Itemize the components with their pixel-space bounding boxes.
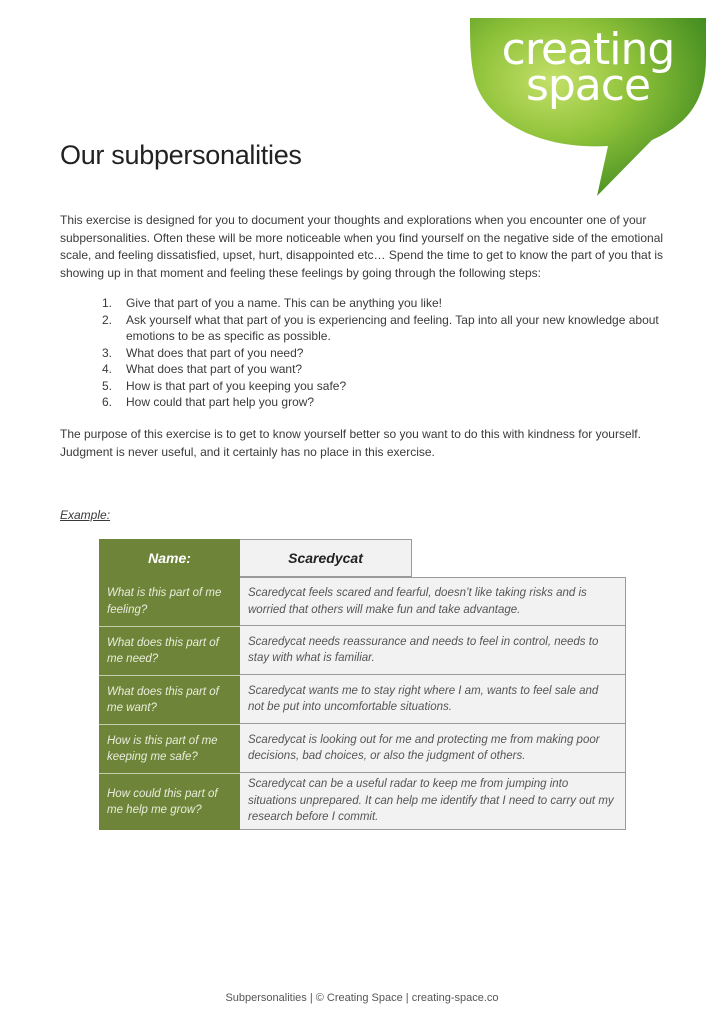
answer-cell: Scaredycat wants me to stay right where I am, wants to feel sale and not be put into uncomfortable situations.: [240, 675, 626, 724]
purpose-paragraph: The purpose of this exercise is to get to know yourself better so you want to do this with kindness for yourself. Judgment is never useful, and it certainly has no place in this exercise.: [60, 427, 641, 459]
question-cell: How could this part of me help me grow?: [99, 773, 240, 830]
question-cell: How is this part of me keeping me safe?: [99, 724, 240, 773]
answer-cell: Scaredycat is looking out for me and protecting me from making poor decisions, bad choices, or also the judgment of others.: [240, 724, 626, 773]
list-item-text: What does that part of you want?: [126, 362, 303, 376]
list-item-number: 4.: [102, 362, 113, 376]
answer-cell: Scaredycat can be a useful radar to keep me from jumping into situations unprepared. It can help me identify that I need to carry out my research before I commit.: [240, 773, 626, 830]
page-footer: Subpersonalities | © Creating Space | creating-space.co: [225, 992, 499, 1004]
name-row: [99, 539, 412, 577]
table-row: [99, 675, 626, 724]
table-row: [99, 577, 626, 626]
table-row: [99, 626, 626, 675]
question-cell: What does this part of me need?: [99, 626, 240, 675]
list-item: [102, 378, 662, 395]
list-item-text: Ask yourself what that part of you is experiencing and feeling. Tap into all your new knowledge about emotions to be as specific as possible.: [126, 312, 659, 343]
list-item-text: What does that part of you need?: [126, 345, 304, 360]
intro-paragraph: This exercise is designed for you to document your thoughts and explorations when you encounter one of your subpersonalities. Often these will be more noticeable when you find yourself on the negative side of the emotional scale, and feeling dissatisfied, upset, hurt, disappointed etc… Spend the time to get to know the part of you that is showing up in that moment and feeling these feelings by going through the following steps:: [60, 213, 664, 280]
list-item: [102, 345, 662, 362]
list-item: [102, 312, 662, 345]
creating-space-logo: [468, 0, 708, 196]
answer-cell: Scaredycat needs reassurance and needs to feel in control, needs to stay with what is familiar.: [240, 626, 626, 675]
list-item: [102, 361, 662, 378]
question-cell: What is this part of me feeling?: [99, 577, 240, 626]
answer-cell: Scaredycat feels scared and fearful, doesn’t like taking risks and is worried that others will make fun and take advantage.: [240, 577, 626, 626]
table-row: [99, 773, 626, 830]
list-item-number: 5.: [102, 378, 113, 393]
list-item: [102, 394, 662, 411]
list-item: [102, 295, 662, 312]
steps-list: [102, 295, 662, 411]
name-value-cell: Scaredycat: [240, 539, 412, 577]
list-item-text: How is that part of you keeping you safe?: [126, 378, 347, 393]
logo-text-creating: creating: [501, 24, 675, 75]
list-item-number: 1.: [102, 296, 113, 310]
list-item-number: 3.: [102, 345, 113, 360]
example-table: [99, 577, 626, 830]
list-item-number: 2.: [102, 312, 113, 327]
list-item-number: 6.: [102, 395, 113, 409]
example-label: Example:: [60, 508, 111, 522]
list-item-text: Give that part of you a name. This can be anything you like!: [126, 296, 442, 310]
question-cell: What does this part of me want?: [99, 675, 240, 724]
name-label-cell: Name:: [99, 539, 240, 577]
table-row: [99, 724, 626, 773]
list-item-text: How could that part help you grow?: [126, 395, 315, 409]
logo-text-space: space: [525, 60, 651, 111]
page-title: Our subpersonalities: [60, 140, 302, 170]
